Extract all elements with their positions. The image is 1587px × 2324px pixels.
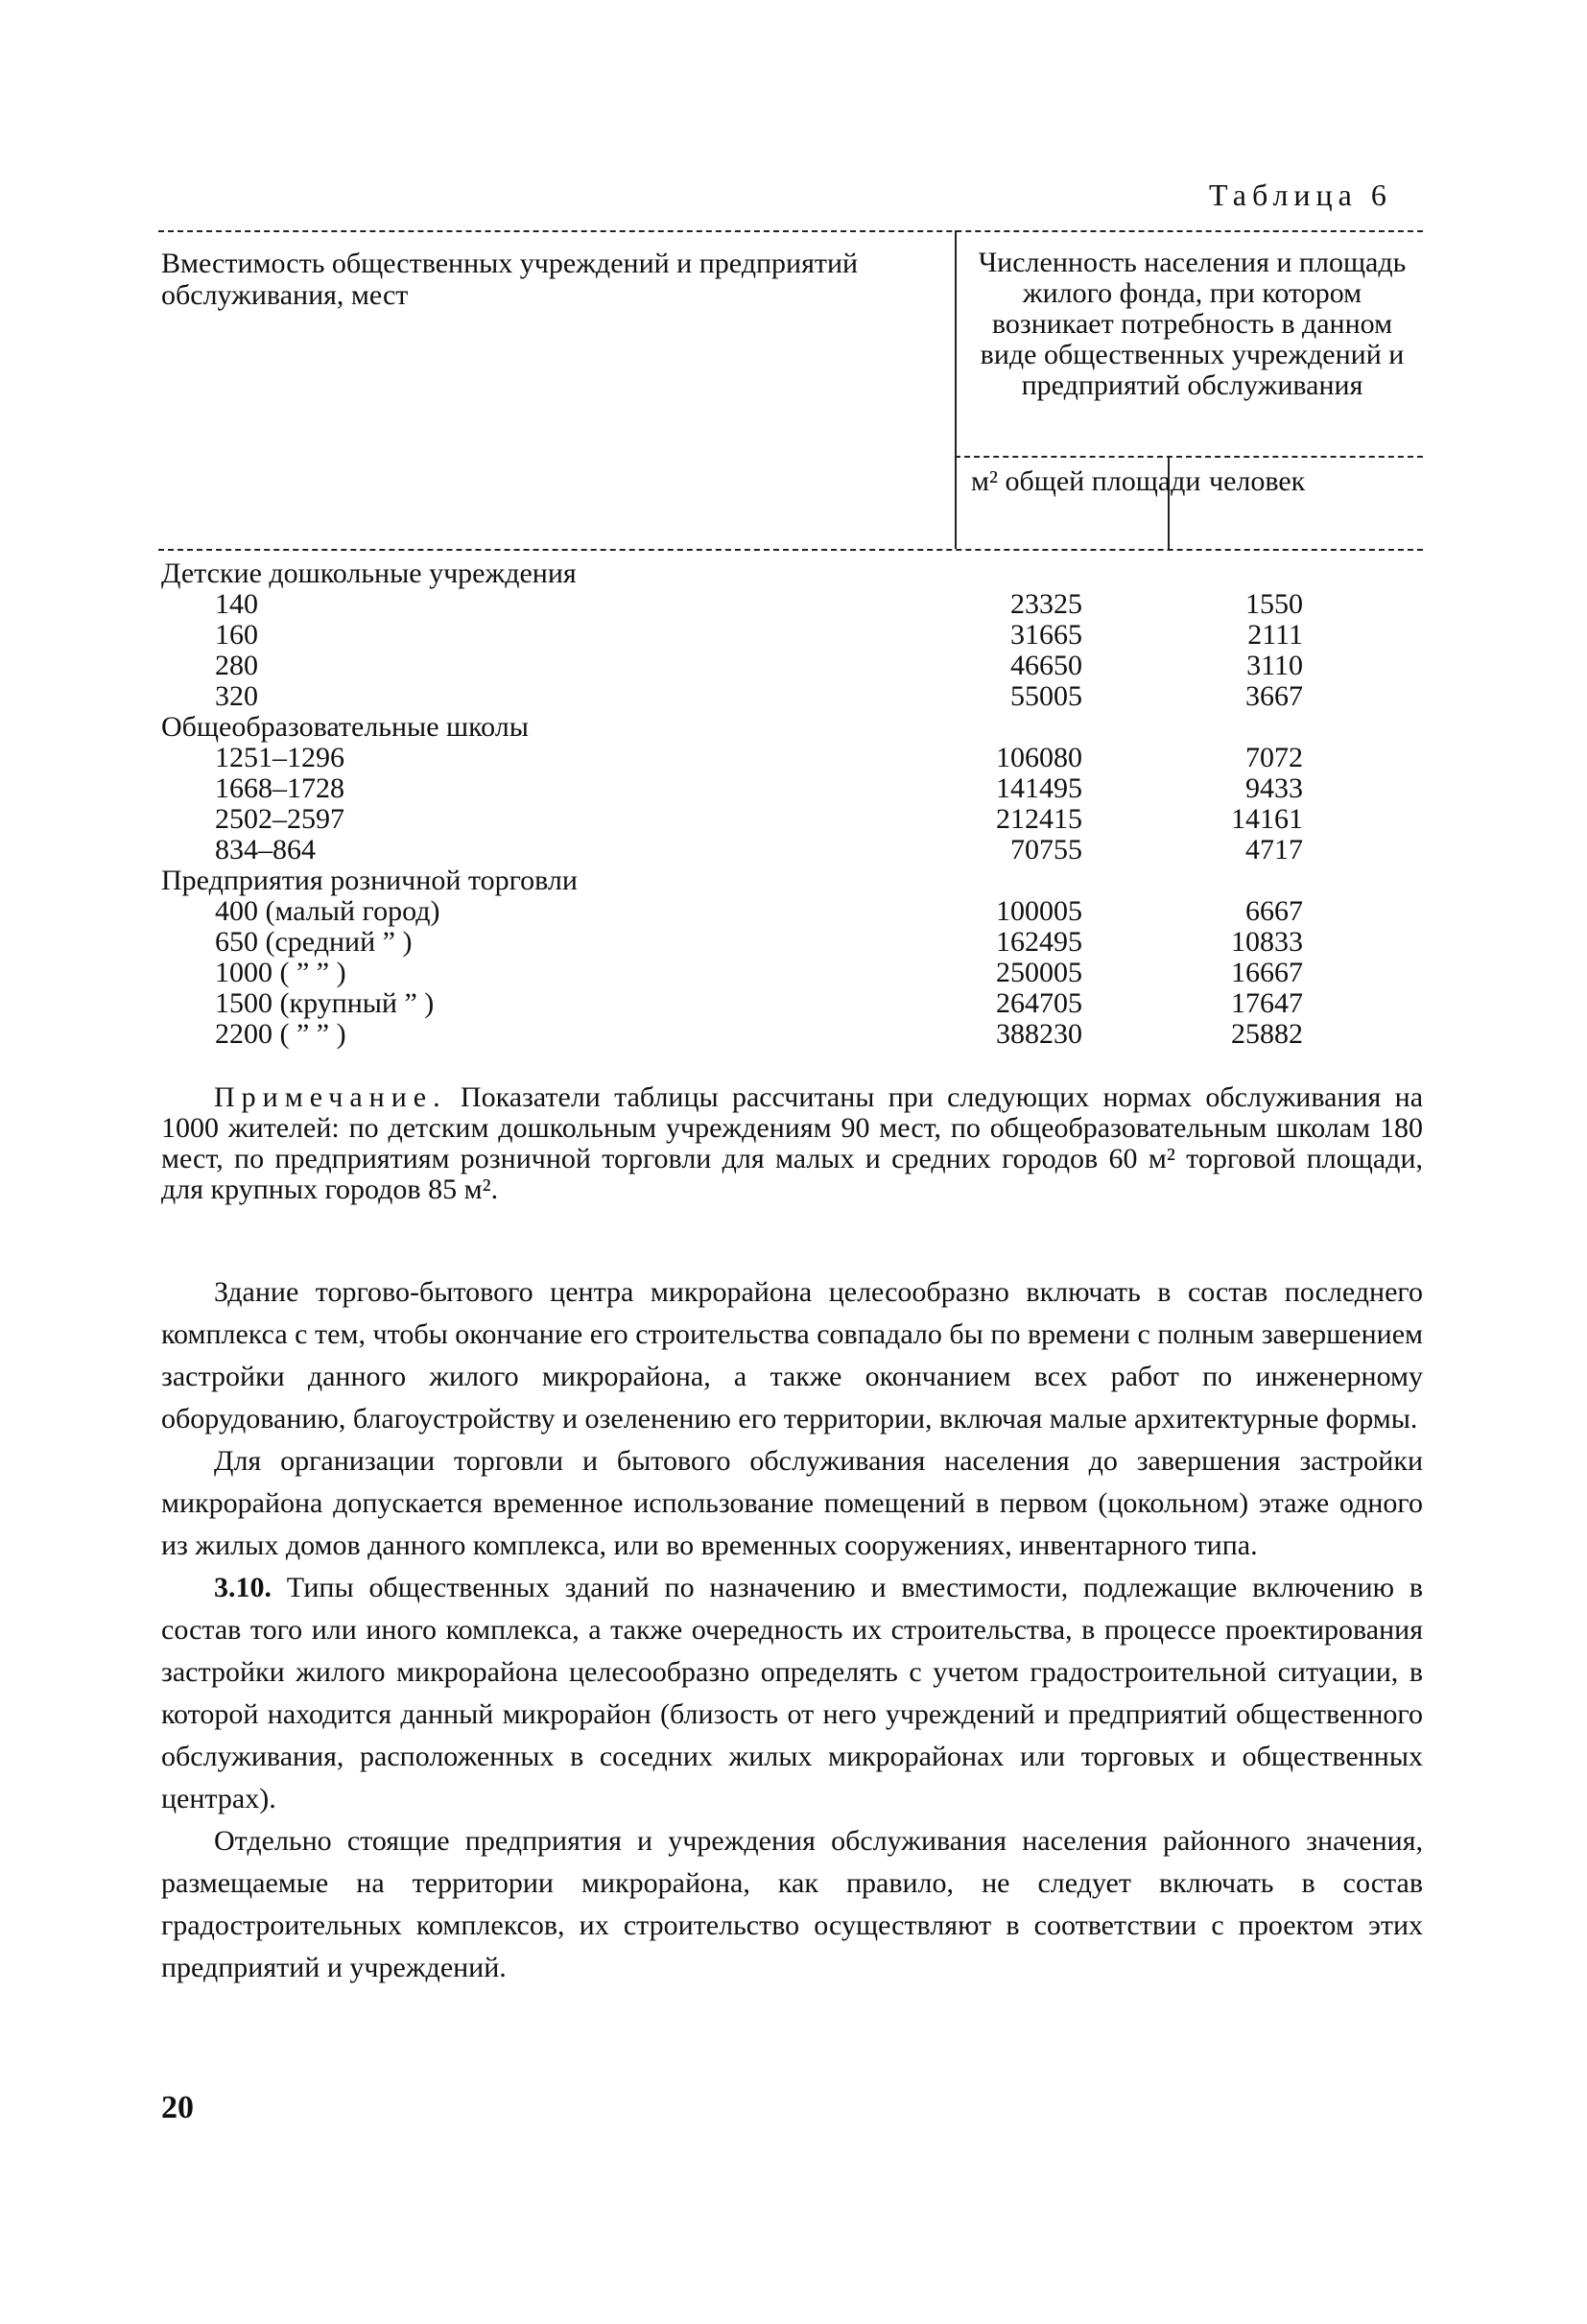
cell-people: 2111 bbox=[1247, 619, 1303, 651]
table-row bbox=[161, 896, 1303, 927]
cell-people: 10833 bbox=[1231, 926, 1303, 958]
cell-m2: 141495 bbox=[996, 772, 1082, 804]
cell-m2 bbox=[938, 866, 1082, 896]
table-row bbox=[161, 804, 1303, 835]
paragraph bbox=[161, 1271, 1423, 1440]
cell-people: 14161 bbox=[1231, 803, 1303, 835]
cell-m2: 264705 bbox=[996, 987, 1082, 1019]
cell-people bbox=[1082, 712, 1303, 743]
table-row bbox=[161, 988, 1303, 1019]
cell-m2: 388230 bbox=[996, 1018, 1082, 1050]
table-group-row bbox=[161, 712, 1303, 743]
table-top-rule bbox=[158, 230, 1423, 232]
row-label: 320 bbox=[215, 680, 258, 712]
cell-people: 17647 bbox=[1231, 987, 1303, 1019]
subheader-people: человек bbox=[1209, 465, 1306, 497]
cell-m2: 46650 bbox=[1010, 650, 1082, 681]
table-row bbox=[161, 681, 1303, 712]
table-row bbox=[161, 927, 1303, 958]
table-note bbox=[161, 1082, 1423, 1205]
cell-m2: 70755 bbox=[1010, 834, 1082, 866]
row-label: Предприятия розничной торговли bbox=[161, 865, 578, 896]
paragraph bbox=[161, 1820, 1423, 1989]
table-body bbox=[161, 558, 1303, 1050]
cell-people: 1550 bbox=[1245, 588, 1303, 620]
table-row bbox=[161, 620, 1303, 651]
row-label: Детские дошкольные учреждения bbox=[161, 557, 577, 589]
row-label: 160 bbox=[215, 619, 258, 651]
cell-people: 7072 bbox=[1245, 742, 1303, 773]
paragraph-text: Для организации торговли и бытового обслуживания населения до завершения застройки микрорайона допускается временное использование помещений в первом (цокольном) этаже одного из жилых домов данного комплекса, или во временных сооружениях, инвентарного типа. bbox=[161, 1445, 1423, 1561]
cell-m2 bbox=[938, 712, 1082, 743]
section-number: 3.10. bbox=[214, 1572, 272, 1603]
row-label: 140 bbox=[215, 588, 258, 620]
table-row bbox=[161, 958, 1303, 988]
table-group-row bbox=[161, 558, 1303, 589]
cell-m2: 106080 bbox=[996, 742, 1082, 773]
row-label: 400 (малый город) bbox=[215, 895, 440, 927]
cell-m2: 162495 bbox=[996, 926, 1082, 958]
row-label: 650 (средний ” ) bbox=[215, 926, 413, 958]
paragraph-text: Типы общественных зданий по назначению и вместимости, подлежащие включению в состав того или иного комплекса, а также очередность их строительства, в процессе проектирования застройки жилого микрорайона целесообразно определять с учетом градостроительной ситуации, в которой находится данный микрорайон (близость от него учреждений и предприятий общественного обслуживания, расположенных в соседних жилых микрорайонах или торговых и общественных центрах). bbox=[161, 1572, 1423, 1814]
cell-people bbox=[1082, 866, 1303, 896]
cell-m2: 100005 bbox=[996, 895, 1082, 927]
column-divider bbox=[955, 230, 957, 549]
row-label: Общеобразовательные школы bbox=[161, 711, 529, 743]
cell-people: 4717 bbox=[1245, 834, 1303, 866]
paragraph-text: Здание торгово-бытового центра микрорайона целесообразно включать в состав последнего комплекса с тем, чтобы окончание его строительства совпадало бы по времени с полным завершением застройки данного жилого микрорайона, а также окончанием всех работ по инженерному оборудованию, благоустройству и озеленению его территории, включая малые архитектурные формы. bbox=[161, 1276, 1423, 1435]
cell-m2 bbox=[938, 558, 1082, 589]
header-population: Численность населения и площадь жилого фонда, при котором возникает потребность в данном виде общественных учреждений и предприятий обслуживания bbox=[978, 247, 1407, 401]
note-text: Показатели таблицы рассчитаны при следующих нормах обслуживания на 1000 жителей: по детским дошкольным учреждениям 90 мест, по общеобразовательным школам 180 мест, по предприятиям розничной торговли для малых и средних городов 60 м² торговой площади, для крупных городов 85 м². bbox=[161, 1081, 1424, 1205]
header-capacity: Вместимость общественных учреждений и предприятий обслуживания, мест bbox=[161, 248, 859, 311]
cell-people: 3110 bbox=[1246, 650, 1303, 681]
row-label: 1500 (крупный ” ) bbox=[215, 987, 435, 1019]
cell-people bbox=[1082, 558, 1303, 589]
table-row bbox=[161, 835, 1303, 866]
page-number: 20 bbox=[161, 2090, 194, 2125]
row-label: 280 bbox=[215, 650, 258, 681]
cell-people: 9433 bbox=[1245, 772, 1303, 804]
row-label: 2200 ( ” ” ) bbox=[215, 1018, 346, 1050]
row-label: 2502–2597 bbox=[215, 803, 344, 835]
cell-m2: 55005 bbox=[1010, 680, 1082, 712]
row-label: 834–864 bbox=[215, 834, 316, 866]
body-text bbox=[161, 1271, 1423, 1989]
cell-m2: 250005 bbox=[996, 957, 1082, 988]
table-row bbox=[161, 651, 1303, 681]
cell-people: 16667 bbox=[1231, 957, 1303, 988]
cell-people: 3667 bbox=[1245, 680, 1303, 712]
cell-m2: 23325 bbox=[1010, 588, 1082, 620]
table-row bbox=[161, 589, 1303, 620]
subheader-m2: м² общей площади bbox=[971, 465, 1201, 497]
table-title: Таблица 6 bbox=[1209, 178, 1392, 212]
subheader-rule bbox=[955, 456, 1423, 458]
paragraph bbox=[161, 1440, 1423, 1567]
row-label: 1251–1296 bbox=[215, 742, 344, 773]
paragraph-text: Отдельно стоящие предприятия и учреждения обслуживания населения районного значения, размещаемые на территории микрорайона, как правило, не следует включать в состав градостроительных комплексов, их строительство осуществляют в соответствии с проектом этих предприятий и учреждений. bbox=[161, 1825, 1423, 1983]
table-row bbox=[161, 1019, 1303, 1050]
paragraph bbox=[161, 1567, 1423, 1820]
cell-m2: 31665 bbox=[1010, 619, 1082, 651]
note-label: Примечание. bbox=[214, 1081, 447, 1113]
table-row bbox=[161, 773, 1303, 804]
table-row bbox=[161, 743, 1303, 773]
cell-people: 6667 bbox=[1245, 895, 1303, 927]
row-label: 1668–1728 bbox=[215, 772, 344, 804]
cell-m2: 212415 bbox=[996, 803, 1082, 835]
header-bottom-rule bbox=[158, 549, 1423, 551]
table-group-row bbox=[161, 866, 1303, 896]
cell-people: 25882 bbox=[1231, 1018, 1303, 1050]
row-label: 1000 ( ” ” ) bbox=[215, 957, 346, 988]
